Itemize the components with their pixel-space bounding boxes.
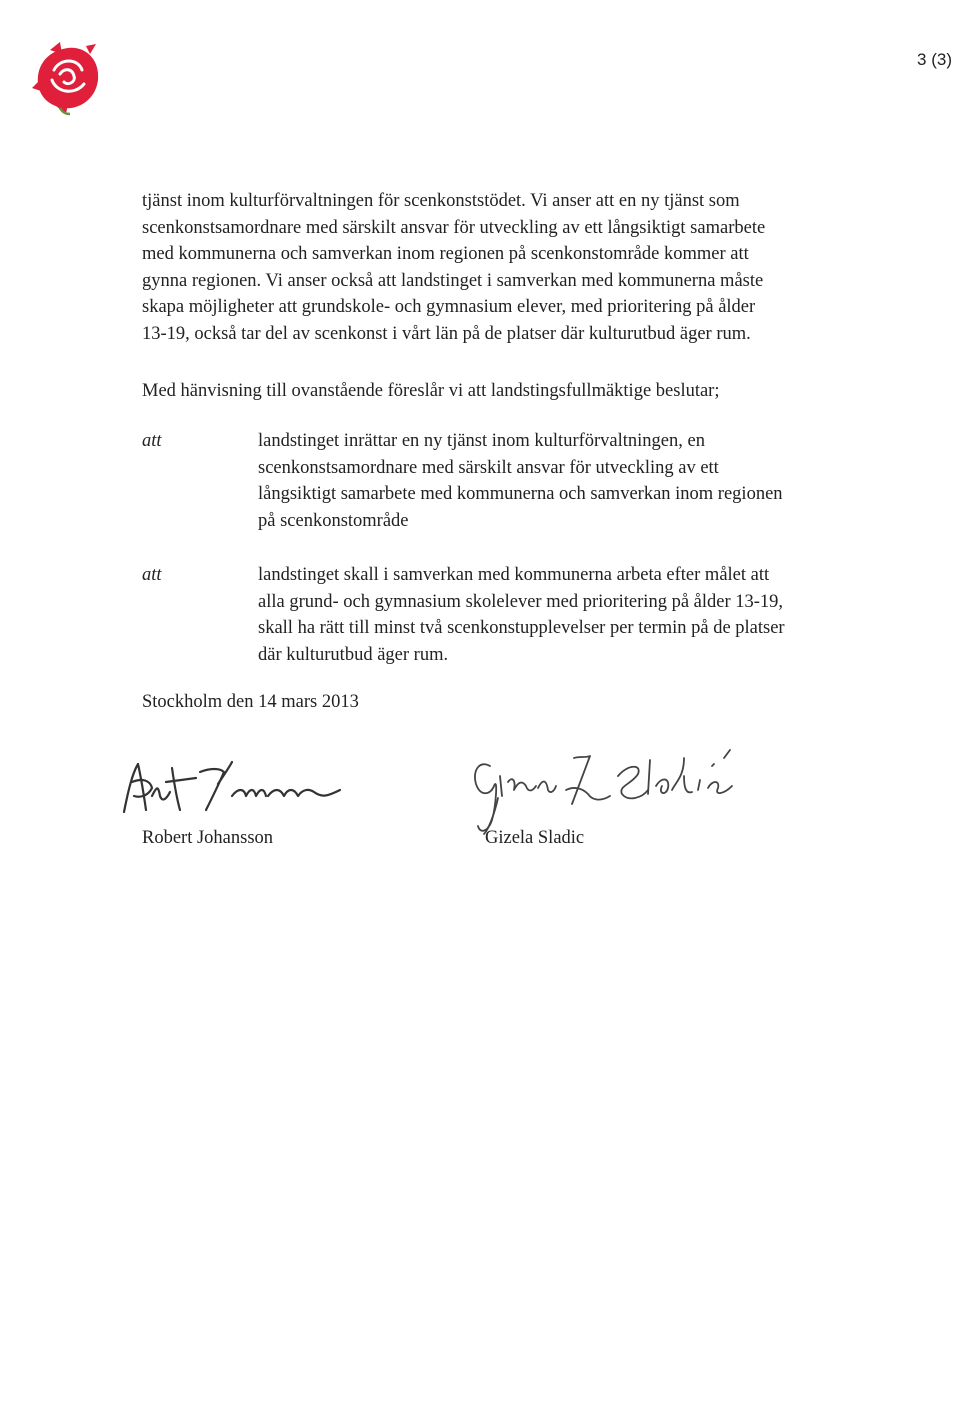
clause-line: på scenkonstområde	[258, 510, 409, 531]
paragraph-line: skapa möjligheter att grundskole- och gymnasium elever, med prioritering på ålder	[142, 297, 756, 317]
clause-line: landstinget inrättar en ny tjänst inom kulturförvaltningen, en	[258, 431, 705, 451]
paragraph-line: scenkonstsamordnare med särskilt ansvar för utveckling av ett långsiktigt samarbete	[142, 217, 766, 238]
clause-text	[258, 562, 848, 668]
clause-line: skall ha rätt till minst två scenkonstupplevelser per termin på de platser	[258, 618, 785, 638]
body-paragraph	[142, 188, 842, 347]
signature-gizela-sladic	[462, 746, 752, 836]
signature-robert-johansson	[114, 752, 354, 824]
clause-text	[258, 428, 848, 534]
clause-line: långsiktigt samarbete med kommunerna och samverkan inom regionen	[258, 484, 783, 504]
signer-name: Gizela Sladic	[485, 828, 585, 848]
signer-name: Robert Johansson	[142, 828, 274, 848]
clause-keyword: att	[142, 431, 162, 451]
place-date: Stockholm den 14 mars 2013	[142, 692, 359, 712]
clause-line: landstinget skall i samverkan med kommunerna arbeta efter målet att	[258, 565, 770, 585]
clause-line: alla grund- och gymnasium skolelever med prioritering på ålder 13-19,	[258, 591, 784, 612]
paragraph-line: gynna regionen. Vi anser också att landstinget i samverkan med kommunerna måste	[142, 270, 764, 291]
proposal-intro: Med hänvisning till ovanstående föreslår vi att landstingsfullmäktige beslutar;	[142, 381, 720, 401]
paragraph-line: med kommunerna och samverkan inom regionen på scenkonstområde kommer att	[142, 244, 749, 264]
clause-line: scenkonstsamordnare med särskilt ansvar för utveckling av ett	[258, 457, 719, 478]
paragraph-line: 13-19, också tar del av scenkonst i vårt län på de platser där kulturutbud äger rum.	[142, 323, 751, 344]
page-number: 3 (3)	[917, 50, 952, 69]
clause-line: där kulturutbud äger rum.	[258, 644, 449, 665]
rose-logo-icon	[30, 40, 106, 116]
clause-keyword: att	[142, 565, 162, 585]
paragraph-line: tjänst inom kulturförvaltningen för scenkonststödet. Vi anser att en ny tjänst som	[142, 191, 740, 211]
